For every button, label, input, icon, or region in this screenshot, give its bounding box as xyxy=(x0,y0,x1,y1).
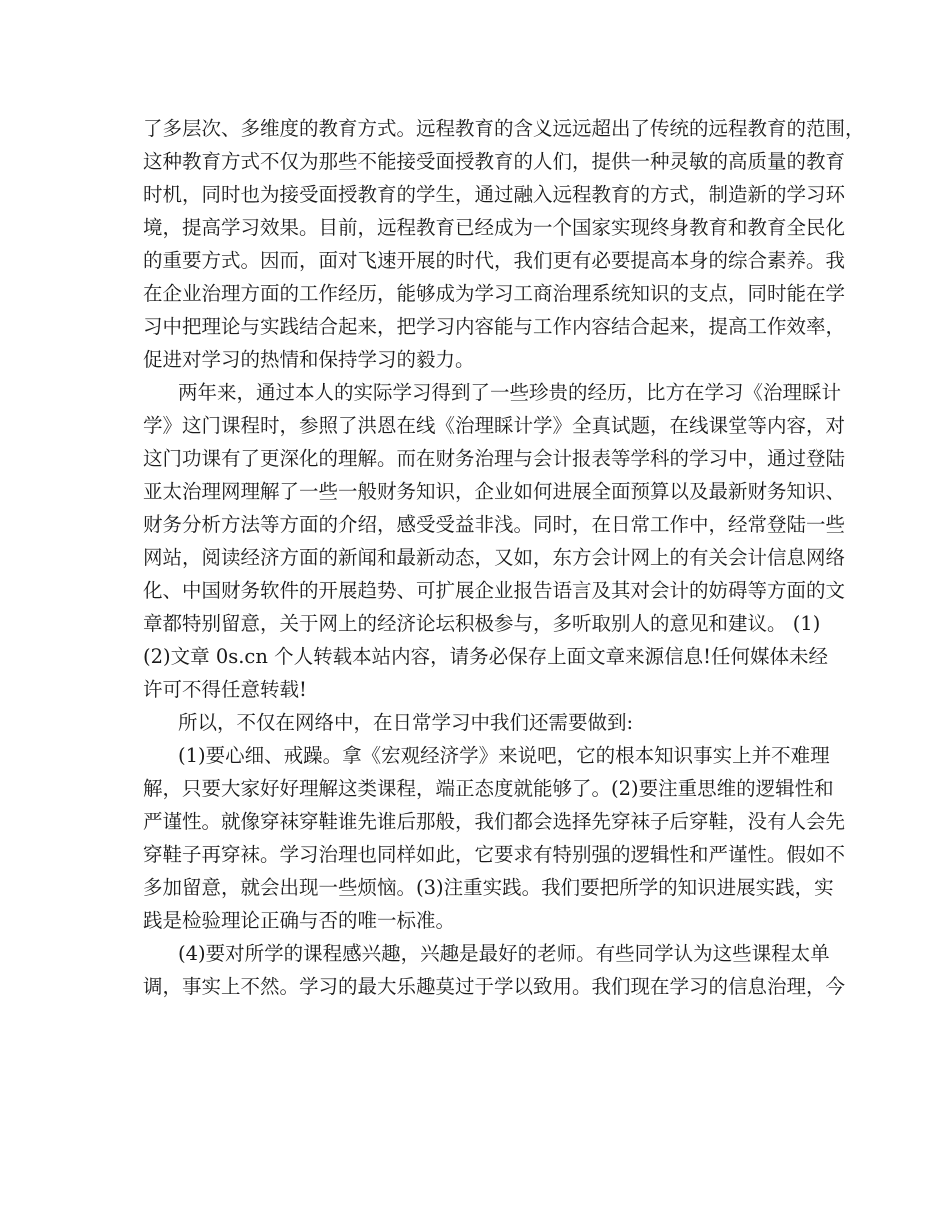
text-line: 的重要方式。因而，面对飞速开展的时代，我们更有必要提高本身的综合素养。我 xyxy=(143,249,846,272)
text-line: 亚太治理网理解了一些一般财务知识，企业如何进展全面预算以及最新财务知识、 xyxy=(143,480,846,503)
paragraph-first-line: 所以，不仅在网络中，在日常学习中我们还需要做到: xyxy=(178,711,634,734)
text-line: 多加留意，就会出现一些烦恼。(3)注重实践。我们要把所学的知识进展实践，实 xyxy=(143,876,834,899)
text-line: 许可不得任意转载! xyxy=(143,678,307,701)
text-line: 这种教育方式不仅为那些不能接受面授教育的人们，提供一种灵敏的高质量的教育 xyxy=(143,150,846,173)
text-line: 章都特别留意，关于网上的经济论坛积极参与，多听取别人的意见和建议。 (1) xyxy=(143,612,821,635)
text-line: 了多层次、多维度的教育方式。远程教育的含义远远超出了传统的远程教育的范围， xyxy=(143,117,865,140)
paragraph-first-line: (1)要心细、戒躁。拿《宏观经济学》来说吧，它的根本知识事实上并不难理 xyxy=(178,744,830,767)
text-line: 习中把理论与实践结合起来，把学习内容能与工作内容结合起来，提高工作效率， xyxy=(143,315,846,338)
text-line: 财务分析方法等方面的介绍，感受受益非浅。同时，在日常工作中，经常登陆一些 xyxy=(143,513,846,536)
text-line: 促进对学习的热情和保持学习的毅力。 xyxy=(143,348,475,371)
text-line: 在企业治理方面的工作经历，能够成为学习工商治理系统知识的支点，同时能在学 xyxy=(143,282,846,305)
text-line: 网站，阅读经济方面的新闻和最新动态，又如，东方会计网上的有关会计信息网络 xyxy=(143,546,846,569)
text-line: (2)文章 0s.cn 个人转载本站内容，请务必保存上面文章来源信息!任何媒体未经 xyxy=(143,645,828,668)
paragraph-first-line: (4)要对所学的课程感兴趣，兴趣是最好的老师。有些同学认为这些课程太单 xyxy=(178,942,830,965)
text-line: 穿鞋子再穿袜。学习治理也同样如此，它要求有特别强的逻辑性和严谨性。假如不 xyxy=(143,843,846,866)
text-line: 这门功课有了更深化的理解。而在财务治理与会计报表等学科的学习中，通过登陆 xyxy=(143,447,846,470)
text-line: 时机，同时也为接受面授教育的学生，通过融入远程教育的方式，制造新的学习环 xyxy=(143,183,846,206)
text-line: 解，只要大家好好理解这类课程，端正态度就能够了。(2)要注重思维的逻辑性和 xyxy=(143,777,834,800)
text-line: 境，提高学习效果。目前，远程教育已经成为一个国家实现终身教育和教育全民化 xyxy=(143,216,846,239)
text-line: 学》这门课程时，参照了洪恩在线《治理睬计学》全真试题，在线课堂等内容，对 xyxy=(143,414,846,437)
text-line: 严谨性。就像穿袜穿鞋谁先谁后那般，我们都会选择先穿袜子后穿鞋，没有人会先 xyxy=(143,810,846,833)
paragraph-first-line: 两年来，通过本人的实际学习得到了一些珍贵的经历，比方在学习《治理睬计 xyxy=(178,381,842,404)
text-line: 化、中国财务软件的开展趋势、可扩展企业报告语言及其对会计的妨碍等方面的文 xyxy=(143,579,846,602)
text-line: 调，事实上不然。学习的最大乐趣莫过于学以致用。我们现在学习的信息治理，今 xyxy=(143,975,846,998)
text-line: 践是检验理论正确与否的唯一标准。 xyxy=(143,909,456,932)
